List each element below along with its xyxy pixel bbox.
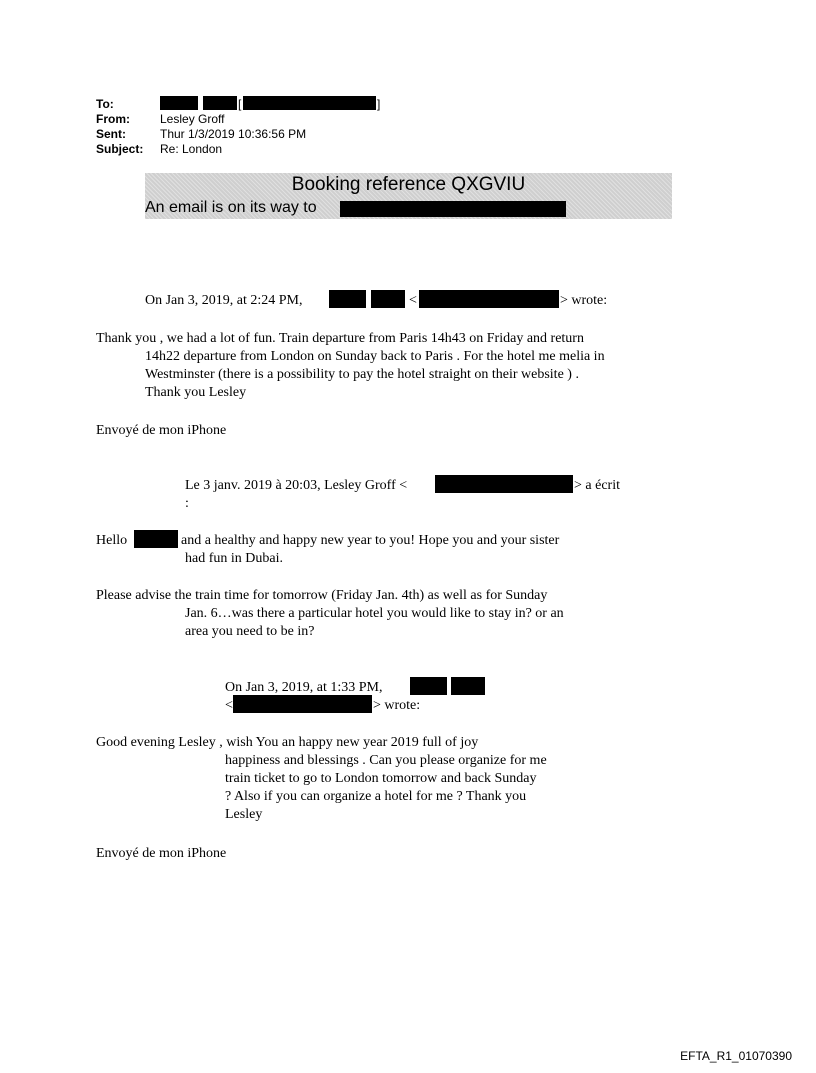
reply1-intro: On Jan 3, 2019, at 2:24 PM, — [145, 293, 303, 308]
reply2-intro-tail: > a écrit — [574, 478, 620, 493]
reply1-signature: Envoyé de mon iPhone — [96, 423, 227, 438]
booking-reference-title: Booking reference QXGVIU — [291, 174, 526, 195]
reply1-intro-tail: > wrote: — [560, 293, 608, 308]
subject-label: Subject: — [96, 142, 144, 156]
reply3-line3: train ticket to go to London tomorrow and back Sunday — [225, 771, 537, 786]
redaction-block — [340, 201, 566, 217]
redaction-block — [160, 96, 198, 110]
redaction-block — [435, 475, 573, 493]
reply2-para2-line1: Please advise the train time for tomorrow (Friday Jan. 4th) as well as for Sunday — [96, 588, 548, 603]
reply2-line2: had fun in Dubai. — [185, 551, 283, 566]
reply1-line2: 14h22 departure from London on Sunday back to Paris . For the hotel me melia in — [145, 349, 605, 364]
reply3-signature: Envoyé de mon iPhone — [96, 846, 227, 861]
redaction-block — [410, 677, 447, 695]
reply1-line4: Thank you Lesley — [145, 385, 247, 400]
reply1-line1: Thank you , we had a lot of fun. Train departure from Paris 14h43 on Friday and return — [96, 331, 584, 346]
reply2-line1: and a healthy and happy new year to you! Hope you and your sister — [181, 533, 560, 548]
email-on-way-text: An email is on its way to — [145, 199, 317, 216]
to-bracket-close: ] — [377, 97, 381, 111]
reply3-line1: Good evening Lesley , wish You an happy new year 2019 full of joy — [96, 735, 479, 750]
redaction-block — [243, 96, 376, 110]
reply1-intro-lt: < — [409, 293, 417, 308]
reply2-intro: Le 3 janv. 2019 à 20:03, Lesley Groff < — [185, 478, 408, 493]
document-id: EFTA_R1_01070390 — [680, 1049, 792, 1063]
reply3-intro-lt: < — [225, 698, 233, 713]
redaction-block — [134, 530, 178, 548]
redaction-block — [371, 290, 405, 308]
sent-value: Thur 1/3/2019 10:36:56 PM — [160, 127, 307, 141]
subject-value: Re: London — [160, 142, 223, 156]
reply2-hello: Hello — [96, 533, 128, 548]
reply3-intro-tail: > wrote: — [373, 698, 421, 713]
reply2-para2-line2: Jan. 6…was there a particular hotel you would like to stay in? or an — [185, 606, 564, 621]
reply3-line5: Lesley — [225, 807, 263, 822]
reply2-para2-line3: area you need to be in? — [185, 624, 315, 639]
redaction-block — [203, 96, 237, 110]
redaction-block — [233, 695, 372, 713]
reply2-intro-colon: : — [185, 496, 189, 511]
reply1-line3: Westminster (there is a possibility to pay the hotel straight on their website ) . — [145, 367, 579, 382]
reply3-line2: happiness and blessings . Can you please organize for me — [225, 753, 547, 768]
to-bracket-open: [ — [238, 97, 242, 111]
redaction-block — [419, 290, 559, 308]
redaction-block — [329, 290, 366, 308]
reply3-intro: On Jan 3, 2019, at 1:33 PM, — [225, 680, 383, 695]
reply3-line4: ? Also if you can organize a hotel for me ? Thank you — [225, 789, 527, 804]
sent-label: Sent: — [96, 127, 126, 141]
from-label: From: — [96, 112, 130, 126]
redaction-block — [451, 677, 485, 695]
to-label: To: — [96, 97, 114, 111]
from-value: Lesley Groff — [160, 112, 225, 126]
